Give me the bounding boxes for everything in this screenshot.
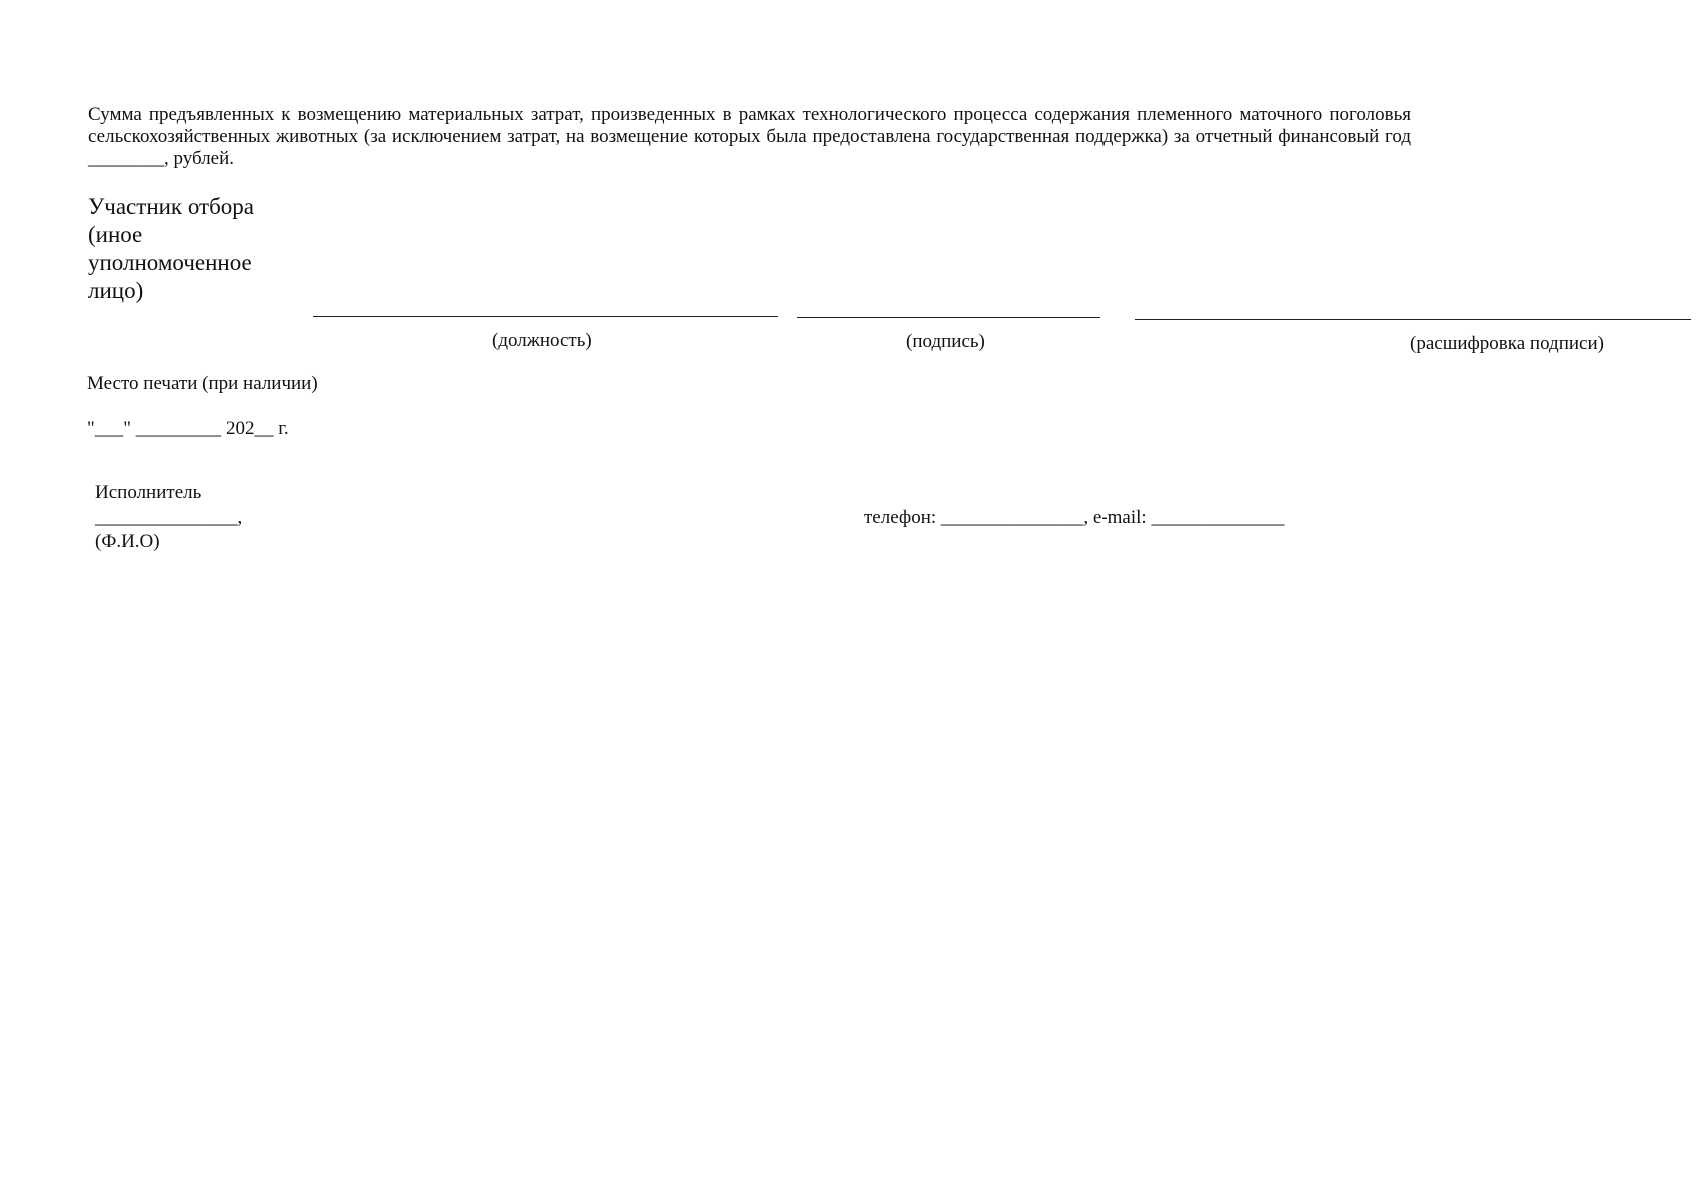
position-caption: (должность) bbox=[492, 330, 592, 351]
executor-contacts: телефон: _______________, e-mail: ______________ bbox=[864, 507, 1285, 528]
executor-name-caption: (Ф.И.О) bbox=[95, 531, 160, 552]
executor-label: Исполнитель bbox=[95, 482, 202, 503]
executor-name-blank: _______________, bbox=[95, 507, 243, 528]
stamp-label: Место печати (при наличии) bbox=[87, 373, 318, 394]
participant-label: Участник отбора (иное уполномоченное лицо) bbox=[88, 194, 255, 303]
signature-line bbox=[797, 317, 1100, 318]
decoding-caption: (расшифровка подписи) bbox=[1410, 333, 1604, 354]
position-line bbox=[313, 316, 778, 317]
decoding-line bbox=[1135, 319, 1691, 320]
date-line: "___" _________ 202__ г. bbox=[87, 418, 289, 439]
signature-caption: (подпись) bbox=[906, 331, 985, 352]
document-paragraph: Сумма предъявленных к возмещению материальных затрат, произведенных в рамках технологического процесса содержания племенного маточного поголовья сельскохозяйственных животных (за исключением затрат, на возмещение которых была предоставлена государственная поддержка) за отчетный финансовый год ________, рублей. bbox=[88, 104, 1411, 169]
